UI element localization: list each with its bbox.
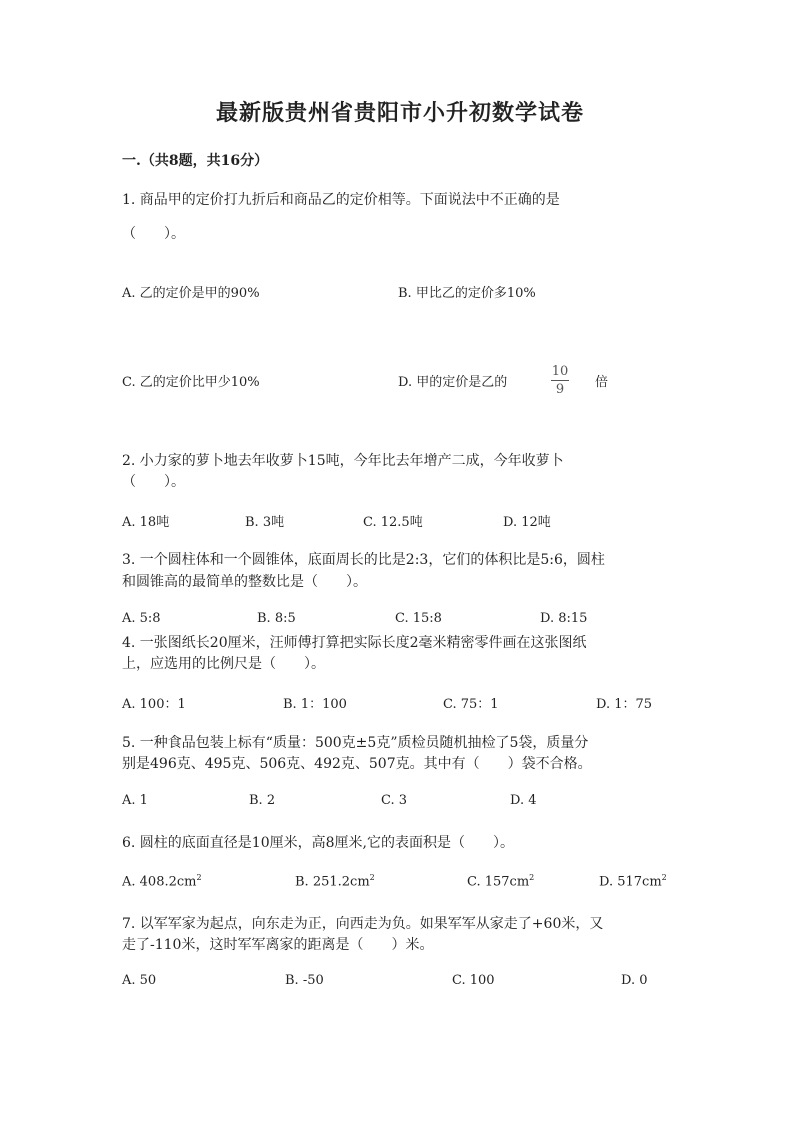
question-2-option-c: C. 12.5吨 — [363, 515, 423, 530]
question-4-text: 4. 一张图纸长20厘米，汪师傅打算把实际长度2毫米精密零件画在这张图纸 — [122, 635, 587, 651]
section-heading: 一.（共8题，共16分） — [122, 153, 269, 169]
question-4-option-d: D. 1：75 — [596, 697, 653, 712]
question-2-text: 2. 小力家的萝卜地去年收萝卜15吨，今年比去年增产二成，今年收萝卜 — [122, 453, 564, 469]
question-5-option-a: A. 1 — [122, 793, 148, 808]
question-7-option-d: D. 0 — [621, 973, 648, 988]
question-3-option-d: D. 8:15 — [540, 611, 588, 626]
question-7-option-a: A. 50 — [122, 973, 157, 988]
question-1-option-d: D. 甲的定价是乙的 — [398, 375, 508, 390]
question-6-text: 6. 圆柱的底面直径是10厘米，高8厘米,它的表面积是（ ）。 — [122, 835, 514, 851]
fraction-numerator: 10 — [551, 364, 569, 379]
question-7-option-b: B. -50 — [285, 973, 324, 988]
question-5-option-b: B. 2 — [249, 793, 276, 808]
question-7-text-cont: 走了-110米，这时军军离家的距离是（ ）米。 — [122, 937, 434, 953]
question-3-text: 3. 一个圆柱体和一个圆锥体，底面周长的比是2:3，它们的体积比是5:6，圆柱 — [122, 552, 605, 568]
question-6-option-c: C. $157cm^2$ — [467, 873, 535, 890]
question-2-text-cont: （ ）。 — [122, 474, 185, 490]
question-7-text: 7. 以军军家为起点，向东走为正，向西走为负。如果军军从家走了+60米，又 — [122, 916, 604, 932]
question-6-option-d: D. $517cm^2$ — [599, 873, 667, 890]
question-4-option-c: C. 75：1 — [443, 697, 499, 712]
question-1-option-d-suffix: 倍 — [595, 375, 609, 390]
question-5-option-c: C. 3 — [381, 793, 408, 808]
question-4-text-cont: 上，应选用的比例尺是（ ）。 — [122, 656, 325, 672]
question-1-option-c: C. 乙的定价比甲少10% — [122, 375, 260, 390]
question-5-text: 5. 一种食品包装上标有“质量：500克±5克”质检员随机抽检了5袋，质量分 — [122, 735, 589, 751]
question-5-text-cont: 别是496克、495克、506克、492克、507克。其中有（ ）袋不合格。 — [122, 756, 592, 772]
question-5-option-d: D. 4 — [510, 793, 537, 808]
question-1-option-a: A. 乙的定价是甲的90% — [122, 286, 260, 301]
exam-title: 最新版贵州省贵阳市小升初数学试卷 — [215, 100, 584, 126]
fraction-denominator: 9 — [555, 382, 565, 397]
question-6-option-a: A. $408.2cm^2$ — [122, 873, 202, 890]
fraction-ten-ninths — [551, 364, 569, 397]
question-2-option-b: B. 3吨 — [245, 515, 285, 530]
question-2-option-d: D. 12吨 — [503, 515, 551, 530]
question-4-option-a: A. 100：1 — [122, 697, 186, 712]
question-3-option-c: C. 15:8 — [395, 611, 442, 626]
question-1-option-b: B. 甲比乙的定价多10% — [398, 286, 536, 301]
question-1-text-cont: （ ）。 — [122, 226, 185, 242]
question-1-text: 1. 商品甲的定价打九折后和商品乙的定价相等。下面说法中不正确的是 — [122, 192, 560, 208]
question-3-option-b: B. 8:5 — [257, 611, 296, 626]
question-4-option-b: B. 1：100 — [283, 697, 347, 712]
question-6-option-b: B. $251.2cm^2$ — [295, 873, 375, 890]
question-3-text-cont: 和圆锥高的最简单的整数比是（ ）。 — [122, 574, 367, 590]
question-7-option-c: C. 100 — [452, 973, 495, 988]
question-3-option-a: A. 5:8 — [122, 611, 161, 626]
fraction-bar — [551, 380, 569, 381]
question-2-option-a: A. 18吨 — [122, 515, 170, 530]
